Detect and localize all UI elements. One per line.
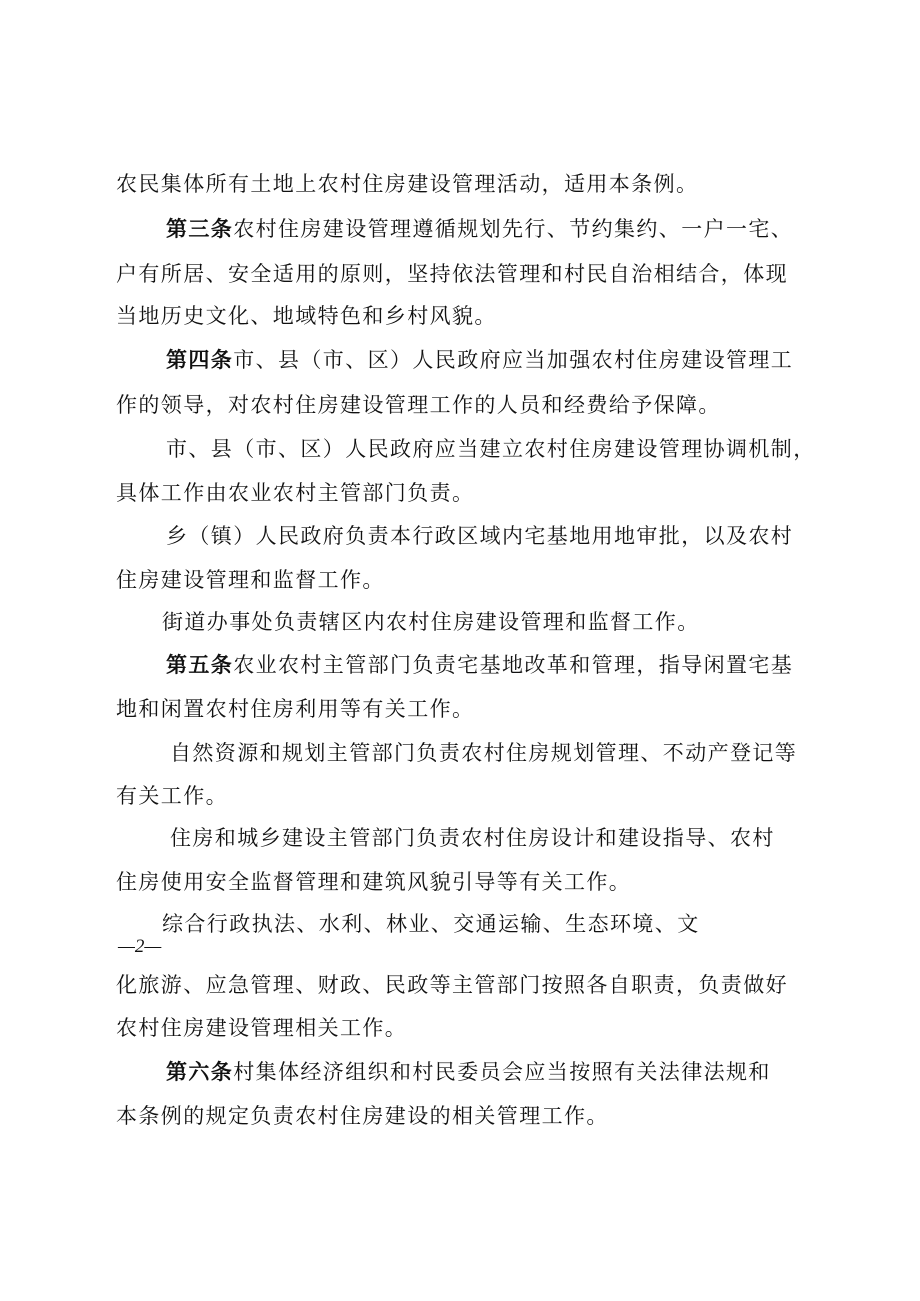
article-4-line: 第四条市、县（市、区）人民政府应当加强农村住房建设管理工 [166,347,794,372]
text-line: 住房和城乡建设主管部门负责农村住房设计和建设指导、农村 [170,826,775,850]
article-3-line: 第三条农村住房建设管理遵循规划先行、节约集约、一户一宅、 [166,216,794,241]
text-line: 街道办事处负责辖区内农村住房建设管理和监督工作。 [162,610,700,634]
article-heading: 第四条 [166,347,234,372]
text-line: 住房建设管理和监督工作。 [116,568,385,592]
text-line: 自然资源和规划主管部门负责农村住房规划管理、不动产登记等 [170,741,798,765]
text-line: 本条例的规定负责农村住房建设的相关管理工作。 [116,1104,609,1128]
article-6-line: 第六条村集体经济组织和村民委员会应当按照有关法律法规和 [166,1059,771,1084]
page-number: —2— [118,936,162,957]
text-line: 当地历史文化、地域特色和乡村风貌。 [116,304,497,328]
text-line: 地和闲置农村住房利用等有关工作。 [116,697,475,721]
text-line: 户有所居、安全适用的原则，坚持依法管理和村民自治相结合，体现 [116,262,788,286]
text-line: 农民集体所有土地上农村住房建设管理活动，适用本条例。 [116,172,699,196]
article-heading: 第三条 [166,216,234,241]
text-line: 农村住房建设管理相关工作。 [116,1016,408,1040]
text-line: 住房使用安全监督管理和建筑风貌引导等有关工作。 [116,870,632,894]
text-line: 作的领导，对农村住房建设管理工作的人员和经费给予保障。 [116,393,721,417]
article-heading: 第六条 [166,1059,234,1084]
text-line: 具体工作由农业农村主管部门负责。 [116,481,475,505]
text-line: 市、县（市、区）人民政府应当建立农村住房建设管理协调机制， [166,437,816,461]
article-heading: 第五条 [166,652,234,677]
article-5-line: 第五条农业农村主管部门负责宅基地改革和管理，指导闲置宅基 [166,652,794,677]
text-line: 综合行政执法、水利、林业、交通运输、生态环境、文 [162,912,700,936]
text-line: 乡（镇）人民政府负责本行政区域内宅基地用地审批，以及农村 [166,524,794,548]
text-line: 有关工作。 [116,784,228,808]
text-line: 化旅游、应急管理、财政、民政等主管部门按照各自职责，负责做好 [116,973,788,997]
